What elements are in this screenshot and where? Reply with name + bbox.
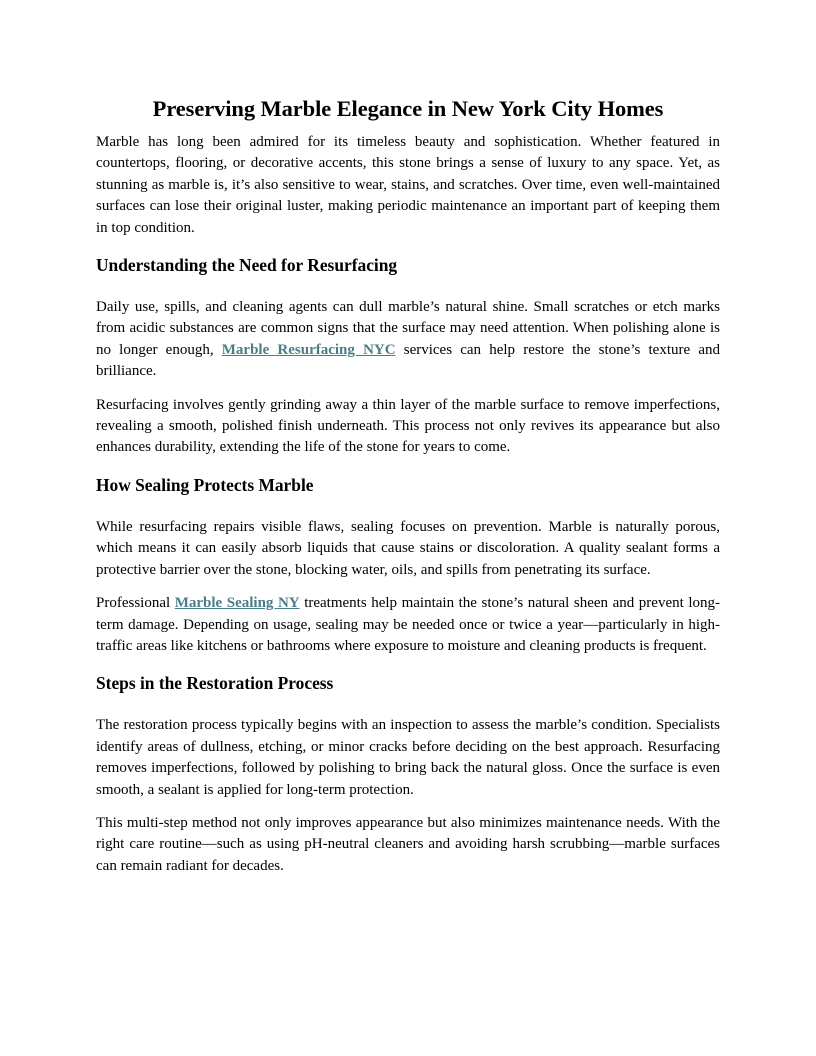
page-title: Preserving Marble Elegance in New York City Homes: [152, 96, 664, 121]
sealing-paragraph-2: [96, 593, 720, 657]
text-run: Daily use, spills, and cleaning agents can dull marble’s natural shine. Small scratches or etch marks from acidic substances are common signs that the surface may need attention. When polishing alone is no longer enough,: [96, 299, 720, 358]
document-page: [96, 94, 720, 877]
text-run: services can help restore the stone’s texture and brilliance.: [96, 341, 720, 380]
text-run: treatments help maintain the stone’s natural sheen and prevent long-term damage. Depending on usage, sealing may be needed once or twice a year—particularly in high-traffic areas like kitchens or bathrooms where exposure to moisture and cleaning products is frequent.: [96, 595, 720, 654]
text-run: Professional: [96, 595, 175, 612]
intro-paragraph: Marble has long been admired for its timeless beauty and sophistication. Whether featured in countertops, flooring, or decorative accents, this stone brings a sense of luxury to any space. Yet, as stunning as marble is, it’s also sensitive to wear, stains, and scratches. Over time, even well-maintained surfaces can lose their original luster, making periodic maintenance an important part of keeping them in top condition.: [96, 134, 720, 236]
restoration-paragraph-1: The restoration process typically begins with an inspection to assess the marble’s condition. Specialists identify areas of dullness, etching, or minor cracks before deciding on the best approach. Resurfacing removes imperfections, followed by polishing to bring back the natural gloss. Once the surface is even smooth, a sealant is applied for long-term protection.: [96, 717, 720, 798]
section-heading-resurfacing: Understanding the Need for Resurfacing: [96, 255, 398, 276]
resurfacing-paragraph-1: [96, 297, 720, 383]
section-heading-sealing: How Sealing Protects Marble: [96, 474, 314, 495]
restoration-paragraph-2: This multi-step method not only improves appearance but also minimizes maintenance needs. With the right care routine—such as using pH-neutral cleaners and avoiding harsh scrubbing—marble surfaces can remain radiant for decades.: [96, 814, 720, 874]
marble-resurfacing-link[interactable]: Marble Resurfacing NYC: [221, 341, 396, 358]
section-heading-restoration: Steps in the Restoration Process: [96, 673, 334, 694]
marble-sealing-link[interactable]: Marble Sealing NY: [174, 595, 300, 612]
sealing-paragraph-1: While resurfacing repairs visible flaws, sealing focuses on prevention. Marble is naturally porous, which means it can easily absorb liquids that cause stains or discoloration. A quality sealant forms a protective barrier over the stone, blocking water, oils, and spills from penetrating its surface.: [96, 518, 720, 578]
resurfacing-paragraph-2: Resurfacing involves gently grinding away a thin layer of the marble surface to remove imperfections, revealing a smooth, polished finish underneath. This process not only revives its appearance but also enhances durability, extending the life of the stone for years to come.: [96, 396, 720, 456]
